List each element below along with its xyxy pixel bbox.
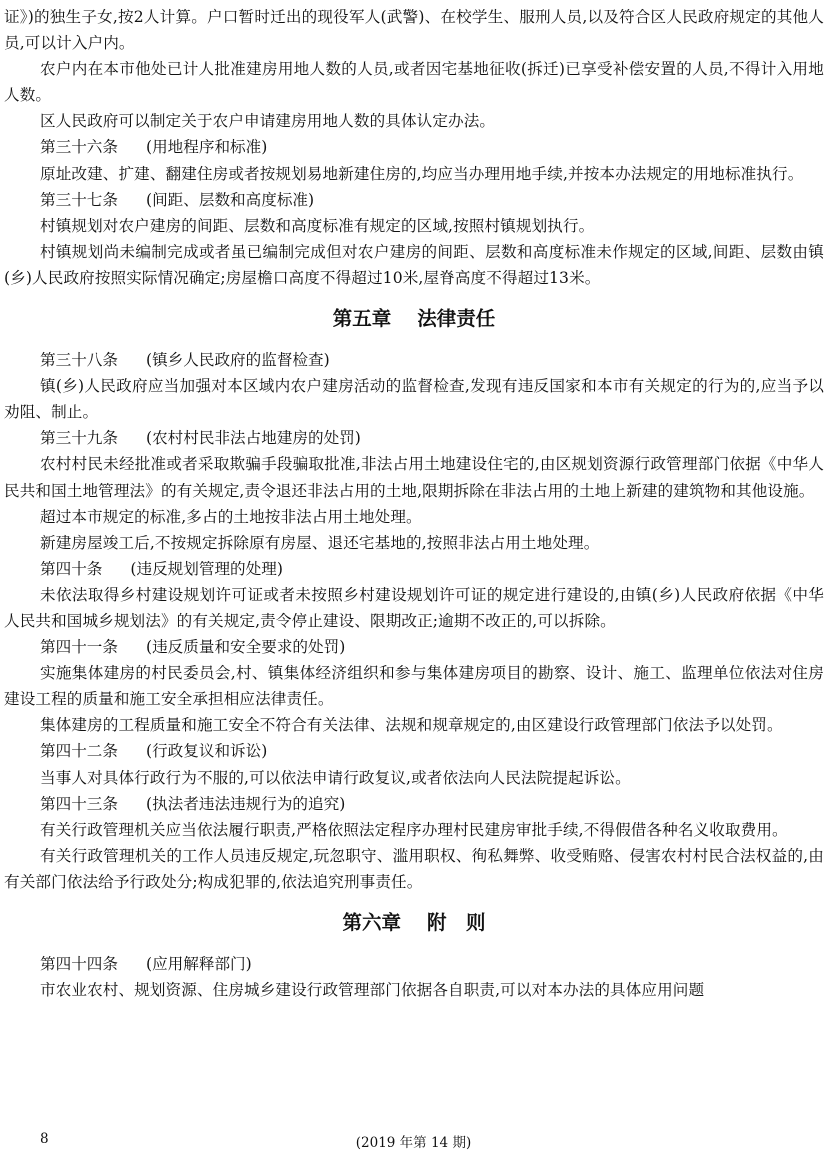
article-number: 第四十条	[40, 559, 103, 578]
article-number: 第三十七条	[40, 190, 118, 209]
article-number: 第四十一条	[40, 638, 118, 657]
article-heading	[4, 791, 824, 817]
paragraph: 农村村民未经批准或者采取欺骗手段骗取批准,非法占用土地建设住宅的,由区规划资源行政管理部门依据《中华人民共和国土地管理法》的有关规定,责令退还非法占用的土地,限期拆除在非法占用的土地上新建的建筑物和其他设施。	[4, 455, 824, 500]
article-title: (农村村民非法占地建房的处罚)	[145, 429, 361, 448]
paragraph: 有关行政管理机关应当依法履行职责,严格依照法定程序办理村民建房审批手续,不得假借各种名义收取费用。	[40, 820, 788, 839]
article-number: 第四十二条	[40, 742, 118, 761]
article-title: (用地程序和标准)	[145, 138, 268, 157]
article-number: 第四十四条	[40, 955, 118, 973]
article-number: 第三十八条	[40, 351, 118, 370]
article-heading	[4, 425, 824, 451]
paragraph: 原址改建、扩建、翻建住房或者按规划易地新建住房的,均应当办理用地手续,并按本办法规定的用地标准执行。	[40, 164, 804, 183]
chapter-heading	[4, 291, 824, 347]
article-heading	[4, 634, 824, 660]
article-heading	[4, 187, 824, 213]
article-number: 第三十九条	[40, 429, 118, 448]
page-footer	[0, 1129, 827, 1155]
paragraph: 未依法取得乡村建设规划许可证或者未按照乡村建设规划许可证的规定进行建设的,由镇(乡)人民政府依据《中华人民共和国城乡规划法》的有关规定,责令停止建设、限期改正;逾期不改正的,可以拆除。	[4, 585, 824, 630]
paragraph: 集体建房的工程质量和施工安全不符合有关法律、法规和规章规定的,由区建设行政管理部门依法予以处罚。	[40, 716, 783, 735]
article-heading	[4, 556, 824, 582]
article-title: (执法者违法违规行为的追究)	[145, 794, 346, 813]
article-heading	[4, 347, 824, 373]
page-number: 8	[40, 1131, 49, 1147]
paragraph: 有关行政管理机关的工作人员违反规定,玩忽职守、滥用职权、徇私舞弊、收受贿赂、侵害农村村民合法权益的,由有关部门依法给予行政处分;构成犯罪的,依法追究刑事责任。	[4, 846, 824, 891]
article-number: 第四十三条	[40, 794, 118, 813]
chapter-title: 法律责任	[417, 307, 496, 331]
article-title: (应用解释部门)	[145, 955, 252, 973]
article-title: (间距、层数和高度标准)	[145, 190, 315, 209]
paragraph: 超过本市规定的标准,多占的土地按非法占用土地处理。	[40, 507, 422, 526]
article-title: (违反质量和安全要求的处罚)	[145, 638, 346, 657]
paragraph: 新建房屋竣工后,不按规定拆除原有房屋、退还宅基地的,按照非法占用土地处理。	[40, 533, 600, 552]
issue-label: (2019 年第 14 期)	[355, 1135, 472, 1151]
paragraph: 区人民政府可以制定关于农户申请建房用地人数的具体认定办法。	[40, 112, 496, 131]
article-title: (镇乡人民政府的监督检查)	[145, 351, 330, 370]
paragraph: 村镇规划尚未编制完成或者虽已编制完成但对农户建房的间距、层数和高度标准未作规定的区域,间距、层数由镇(乡)人民政府按照实际情况确定;房屋檐口高度不得超过10米,屋脊高度不得超过13米。	[4, 242, 824, 287]
article-heading	[4, 951, 824, 977]
article-heading	[4, 134, 824, 160]
paragraph: 证》)的独生子女,按2人计算。户口暂时迁出的现役军人(武警)、在校学生、服刑人员,以及符合区人民政府规定的其他人员,可以计入户内。	[4, 8, 824, 53]
paragraph: 村镇规划对农户建房的间距、层数和高度标准有规定的区域,按照村镇规划执行。	[40, 216, 595, 235]
chapter-number: 第六章	[342, 911, 401, 934]
article-number: 第三十六条	[40, 138, 118, 157]
article-title: (违反规划管理的处理)	[130, 559, 283, 578]
paragraph: 农户内在本市他处已计人批准建房用地人数的人员,或者因宅基地征收(拆迁)已享受补偿安置的人员,不得计入用地人数。	[4, 60, 824, 105]
document-body	[4, 4, 824, 1003]
chapter-heading	[4, 895, 824, 951]
paragraph: 市农业农村、规划资源、住房城乡建设行政管理部门依据各自职责,可以对本办法的具体应用问题	[40, 981, 705, 1000]
article-title: (行政复议和诉讼)	[145, 742, 268, 761]
article-heading	[4, 738, 824, 764]
paragraph: 实施集体建房的村民委员会,村、镇集体经济组织和参与集体建房项目的勘察、设计、施工、监理单位依法对住房建设工程的质量和施工安全承担相应法律责任。	[4, 664, 824, 709]
chapter-title: 附 则	[427, 911, 486, 934]
paragraph: 镇(乡)人民政府应当加强对本区域内农户建房活动的监督检查,发现有违反国家和本市有关规定的行为的,应当予以劝阻、制止。	[4, 377, 824, 422]
paragraph: 当事人对具体行政行为不服的,可以依法申请行政复议,或者依法向人民法院提起诉讼。	[40, 768, 631, 787]
chapter-number: 第五章	[332, 307, 392, 331]
